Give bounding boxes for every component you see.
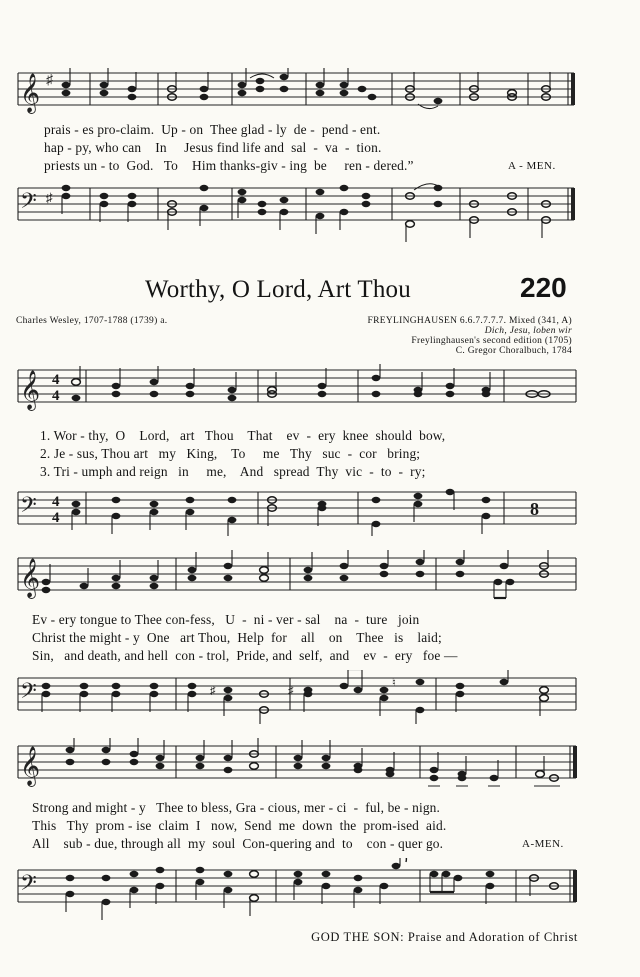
- svg-text:♯: ♯: [46, 190, 53, 205]
- system-2-lyric-line-1: Ev - ery tongue to Thee con-fess, U - ni - ver - sal na - ture join: [32, 612, 420, 627]
- svg-text:𝄞: 𝄞: [20, 746, 41, 786]
- hymn-title: Worthy, O Lord, Art Thou: [145, 276, 411, 303]
- svg-text:𝄢: 𝄢: [20, 871, 37, 901]
- system-3-lyric-line-3: All sub - due, through all my soul Con-quering and to con - quer go.: [32, 836, 444, 851]
- system-2-bass-staff: [14, 670, 580, 724]
- treble-staff: [14, 68, 580, 116]
- svg-text:♯: ♯: [288, 685, 294, 697]
- system-2-lyric-line-3: Sin, and death, and hell con - trol, Pride, and self, and ev - ery foe —: [32, 648, 458, 663]
- system-3-lyric-line-2: This Thy prom - ise claim I now, Send me down the prom-ised aid.: [32, 818, 447, 833]
- svg-text:𝄢: 𝄢: [20, 189, 37, 219]
- author-credit: Charles Wesley, 1707-1788 (1739) a.: [16, 316, 168, 326]
- hymn-number: 220: [520, 272, 567, 303]
- tune-source-1: Dich, Jesu, loben wir: [484, 326, 572, 336]
- system-1-treble-staff: [14, 364, 580, 416]
- time-signature-bottom: 4: [52, 388, 60, 404]
- system-2-treble-staff: [14, 550, 580, 606]
- continuation-lyric-line-3: priests un - to God. To Him thanks-giv - ing be ren - dered.”: [44, 158, 414, 173]
- tune-source-3: C. Gregor Choralbuch, 1784: [455, 346, 572, 356]
- svg-text:𝄞: 𝄞: [20, 73, 41, 113]
- svg-text:𝄢: 𝄢: [20, 679, 37, 709]
- svg-text:𝄞: 𝄞: [20, 558, 41, 598]
- svg-text:♮: ♮: [392, 677, 396, 689]
- system-3-treble-staff: [14, 738, 580, 798]
- svg-text:♯: ♯: [210, 685, 216, 697]
- page-footer: GOD THE SON: Praise and Adoration of Christ: [311, 930, 578, 944]
- svg-text:♯: ♯: [46, 73, 53, 88]
- continuation-amen: A - MEN.: [508, 160, 556, 172]
- tune-name: FREYLINGHAUSEN 6.6.7.7.7.7. Mixed (341, A): [367, 316, 572, 326]
- svg-text:𝄢: 𝄢: [20, 493, 37, 523]
- system-2-lyric-line-2: Christ the might - y One art Thou, Help for all on Thee is laid;: [32, 630, 442, 645]
- time-signature-top: 4: [52, 372, 60, 388]
- svg-text:8: 8: [530, 499, 539, 519]
- continuation-lyric-line-2: hap - py, who can In Jesus find life and sal - va - tion.: [44, 140, 382, 155]
- tune-source-2: Freylinghausen's second edition (1705): [411, 336, 572, 346]
- system-1-lyric-line-1: 1. Wor - thy, O Lord, art Thou That ev - ery knee should bow,: [40, 428, 446, 443]
- svg-text:4: 4: [52, 510, 60, 526]
- system-3-amen: A-MEN.: [522, 838, 564, 850]
- svg-text:4: 4: [52, 494, 60, 510]
- system-3-lyric-line-1: Strong and might - y Thee to bless, Gra - cious, mer - ci - ful, be - nign.: [32, 800, 441, 815]
- system-1-lyric-line-3: 3. Tri - umph and reign in me, And spread Thy vic - to - ry;: [40, 464, 426, 479]
- system-1-lyric-line-2: 2. Je - sus, Thou art my King, To me Thy suc - cor bring;: [40, 446, 421, 461]
- bass-staff: [14, 182, 580, 242]
- svg-text:𝄞: 𝄞: [20, 370, 41, 410]
- system-1-bass-staff: [14, 486, 580, 536]
- continuation-lyric-line-1: prais - es pro-claim. Up - on Thee glad - ly de - pend - ent.: [44, 122, 381, 137]
- system-3-bass-staff: [14, 858, 580, 922]
